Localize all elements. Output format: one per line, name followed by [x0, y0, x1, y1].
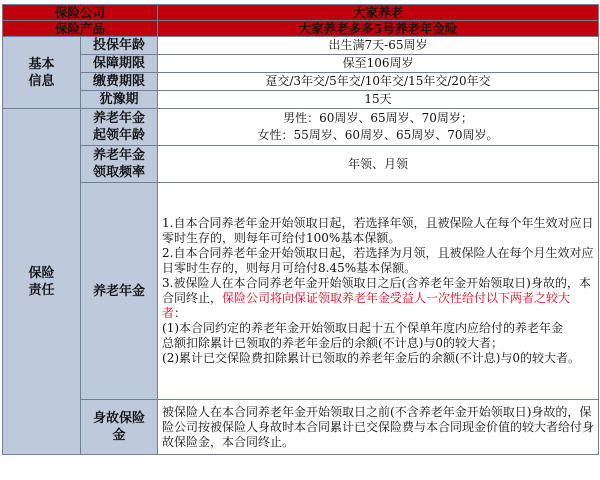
liability-category — [3, 109, 81, 455]
start-age-male: 男性：60周岁、65周岁、70周岁； — [283, 111, 473, 125]
death-label-text: 身故保险金 — [92, 411, 145, 443]
annuity-para-3 — [162, 276, 594, 321]
basic-value-cooling: 15天 — [158, 91, 599, 109]
liability-row-annuity — [3, 183, 599, 400]
liability-row-death — [3, 400, 599, 455]
product-label: 保险产品 — [3, 21, 158, 37]
frequency-label-text: 养老年金领取频率 — [92, 148, 145, 180]
death-label — [81, 400, 158, 455]
insurance-info-table — [2, 4, 599, 455]
basic-value-term: 保至106周岁 — [158, 55, 599, 73]
basic-label-payment: 缴费期限 — [81, 73, 158, 91]
annuity-para-1: 1.自本合同养老年金开始领取日起，若选择年领，且被保险人在每个年生效对应日零时生存的，则每年可给付100%基本保额。 — [162, 216, 594, 245]
product-value: 大家养老多多5号养老年金险 — [158, 21, 599, 37]
annuity-para-5: 总额扣除累计已领取的养老年金后的余额(不计息)与0的较大者； — [162, 336, 504, 350]
insurance-table-container — [2, 4, 598, 455]
basic-row-age — [3, 37, 599, 55]
basic-label-cooling: 犹豫期 — [81, 91, 158, 109]
liability-row-frequency — [3, 146, 599, 183]
start-age-label — [81, 109, 158, 146]
frequency-value: 年领、月领 — [158, 146, 599, 183]
annuity-para-3-highlight: 保险公司将向保证领取养老年金受益人一次性给付以下两者之较大者 — [162, 291, 571, 320]
basic-label-age: 投保年龄 — [81, 37, 158, 55]
annuity-para-4: (1)本合同约定的养老年金开始领取日起十五个保单年度内应给付的养老年金 — [162, 321, 564, 335]
basic-info-category — [3, 37, 81, 109]
frequency-label — [81, 146, 158, 183]
company-value: 大家养老 — [158, 5, 599, 21]
basic-row-cooling — [3, 91, 599, 109]
annuity-para-3-b: ： — [174, 306, 187, 320]
annuity-para-6: (2)累计已交保险费扣除累计已领取的养老年金后的余额(不计息)与0的较大者。 — [162, 351, 581, 365]
basic-label-term: 保障期限 — [81, 55, 158, 73]
annuity-description — [158, 183, 599, 400]
company-row — [3, 5, 599, 21]
basic-value-age: 出生满7天-65周岁 — [158, 37, 599, 55]
annuity-para-3-a: 3.被保险人在本合同养老年金开始领取日之后(含养老年金开始领取日)身故的，本合同终止， — [162, 276, 591, 305]
basic-row-payment — [3, 73, 599, 91]
liability-category-text: 保险责任 — [28, 265, 55, 298]
liability-row-start-age — [3, 109, 599, 146]
death-description: 被保险人在本合同养老年金开始领取日之前(不含养老年金开始领取日)身故的，保险公司按被保险人身故时本合同累计已交保险费与本合同现金价值的较大者给付身故保险金，本合同终止。 — [158, 400, 599, 455]
basic-row-term — [3, 55, 599, 73]
annuity-label: 养老年金 — [81, 183, 158, 400]
basic-value-payment: 趸交/3年交/5年交/10年交/15年交/20年交 — [158, 73, 599, 91]
start-age-value — [158, 109, 599, 146]
start-age-female: 女性：55周岁、60周岁、65周岁、70周岁。 — [257, 128, 499, 142]
basic-info-category-text: 基本信息 — [28, 56, 55, 89]
product-row — [3, 21, 599, 37]
company-label: 保险公司 — [3, 5, 158, 21]
annuity-para-2: 2.自本合同养老年金开始领取日起，若选择为月领，且被保险人在每个月生效对应日零时生存的，则每月可给付8.45%基本保额。 — [162, 246, 594, 275]
start-age-label-text: 养老年金起领年龄 — [92, 111, 145, 143]
